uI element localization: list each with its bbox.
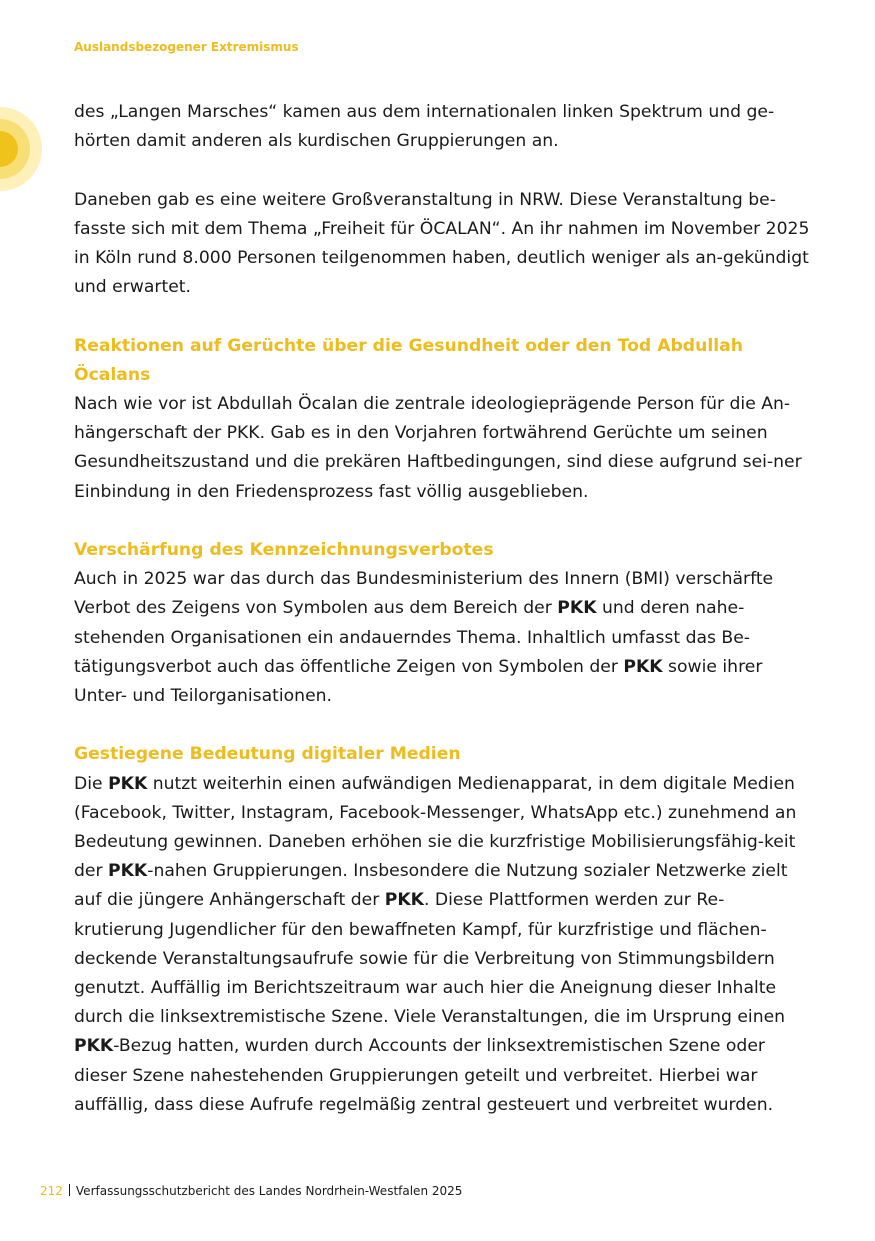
- running-header: Auslandsbezogener Extremismus: [74, 40, 299, 54]
- section-heading-symbol-ban: Verschärfung des Kennzeichnungsverbotes: [74, 540, 494, 560]
- paragraph-long-march: des „Langen Marsches“ kamen aus dem internationalen linken Spektrum und ge-hörten damit anderen als kurdischen Gruppierungen an.: [74, 102, 775, 152]
- decorative-circle-icon: [0, 107, 42, 191]
- paragraph-digital-media: Die PKK nutzt weiterhin einen aufwändigen Medienapparat, in dem digitale Medien (Facebook, Twitter, Instagram, Facebook-Messenger, WhatsApp etc.) zunehmend an Bedeutung gewinnen. Daneben erhöhen sie die kurzfristige Mobilisierungsfähig-keit der PKK-nahen Gruppierungen. Insbesondere die Nutzung sozialer Netzwerke zielt auf die jüngere Anhängerschaft der PKK. Diese Plattformen werden zur Re-krutierung Jugendlicher für den bewaffneten Kampf, für kurzfristige und flächen-deckende Veranstaltungsaufrufe sowie für die Verbreitung von Stimmungsbildern genutzt. Auffällig im Berichtszeitraum war auch hier die Aneignung dieser Inhalte durch die linksextremistische Szene. Viele Veranstaltungen, die im Ursprung einen PKK-Bezug hatten, wurden durch Accounts der linksextremistischen Szene oder dieser Szene nahestehenden Gruppierungen geteilt und verbreitet. Hierbei war auffällig, dass diese Aufrufe regelmäßig zentral gesteuert und verbreitet wurden.: [74, 773, 797, 1115]
- footer-divider: [69, 1184, 70, 1196]
- publication-title: Verfassungsschutzbericht des Landes Nordrhein-Westfalen 2025: [75, 1184, 463, 1198]
- paragraph-event-cologne: Daneben gab es eine weitere Großveranstaltung in NRW. Diese Veranstaltung be-fasste sich mit dem Thema „Freiheit für ÖCALAN“. An ihr nahmen im November 2025 in Köln rund 8.000 Personen teilgenommen haben, deutlich weniger als an-gekündigt und erwartet.: [74, 189, 810, 298]
- paragraph-symbol-ban: Auch in 2025 war das durch das Bundesministerium des Innern (BMI) verschärfte Verbot des Zeigens von Symbolen aus dem Bereich der PKK und deren nahe-stehenden Organisationen ein andauerndes Thema. Inhaltlich umfasst das Be-tätigungsverbot auch das öffentliche Zeigen von Symbolen der PKK sowie ihrer Unter- und Teilorganisationen.: [74, 569, 774, 707]
- page-footer: [40, 1184, 462, 1198]
- main-text: [74, 98, 814, 1120]
- section-heading-digital-media: Gestiegene Bedeutung digitaler Medien: [74, 744, 461, 765]
- paragraph-rumors: Nach wie vor ist Abdullah Öcalan die zentrale ideologieprägende Person für die An-hängerschaft der PKK. Gab es in den Vorjahren fortwährend Gerüchte um seinen Gesundheitszustand und die prekären Haftbedingungen, sind diese aufgrund sei-ner Einbindung in den Friedensprozess fast völlig ausgeblieben.: [74, 394, 802, 502]
- page-number: 212: [40, 1184, 63, 1198]
- section-heading-rumors: Reaktionen auf Gerüchte über die Gesundheit oder den Tod Abdullah Öcalans: [74, 335, 743, 385]
